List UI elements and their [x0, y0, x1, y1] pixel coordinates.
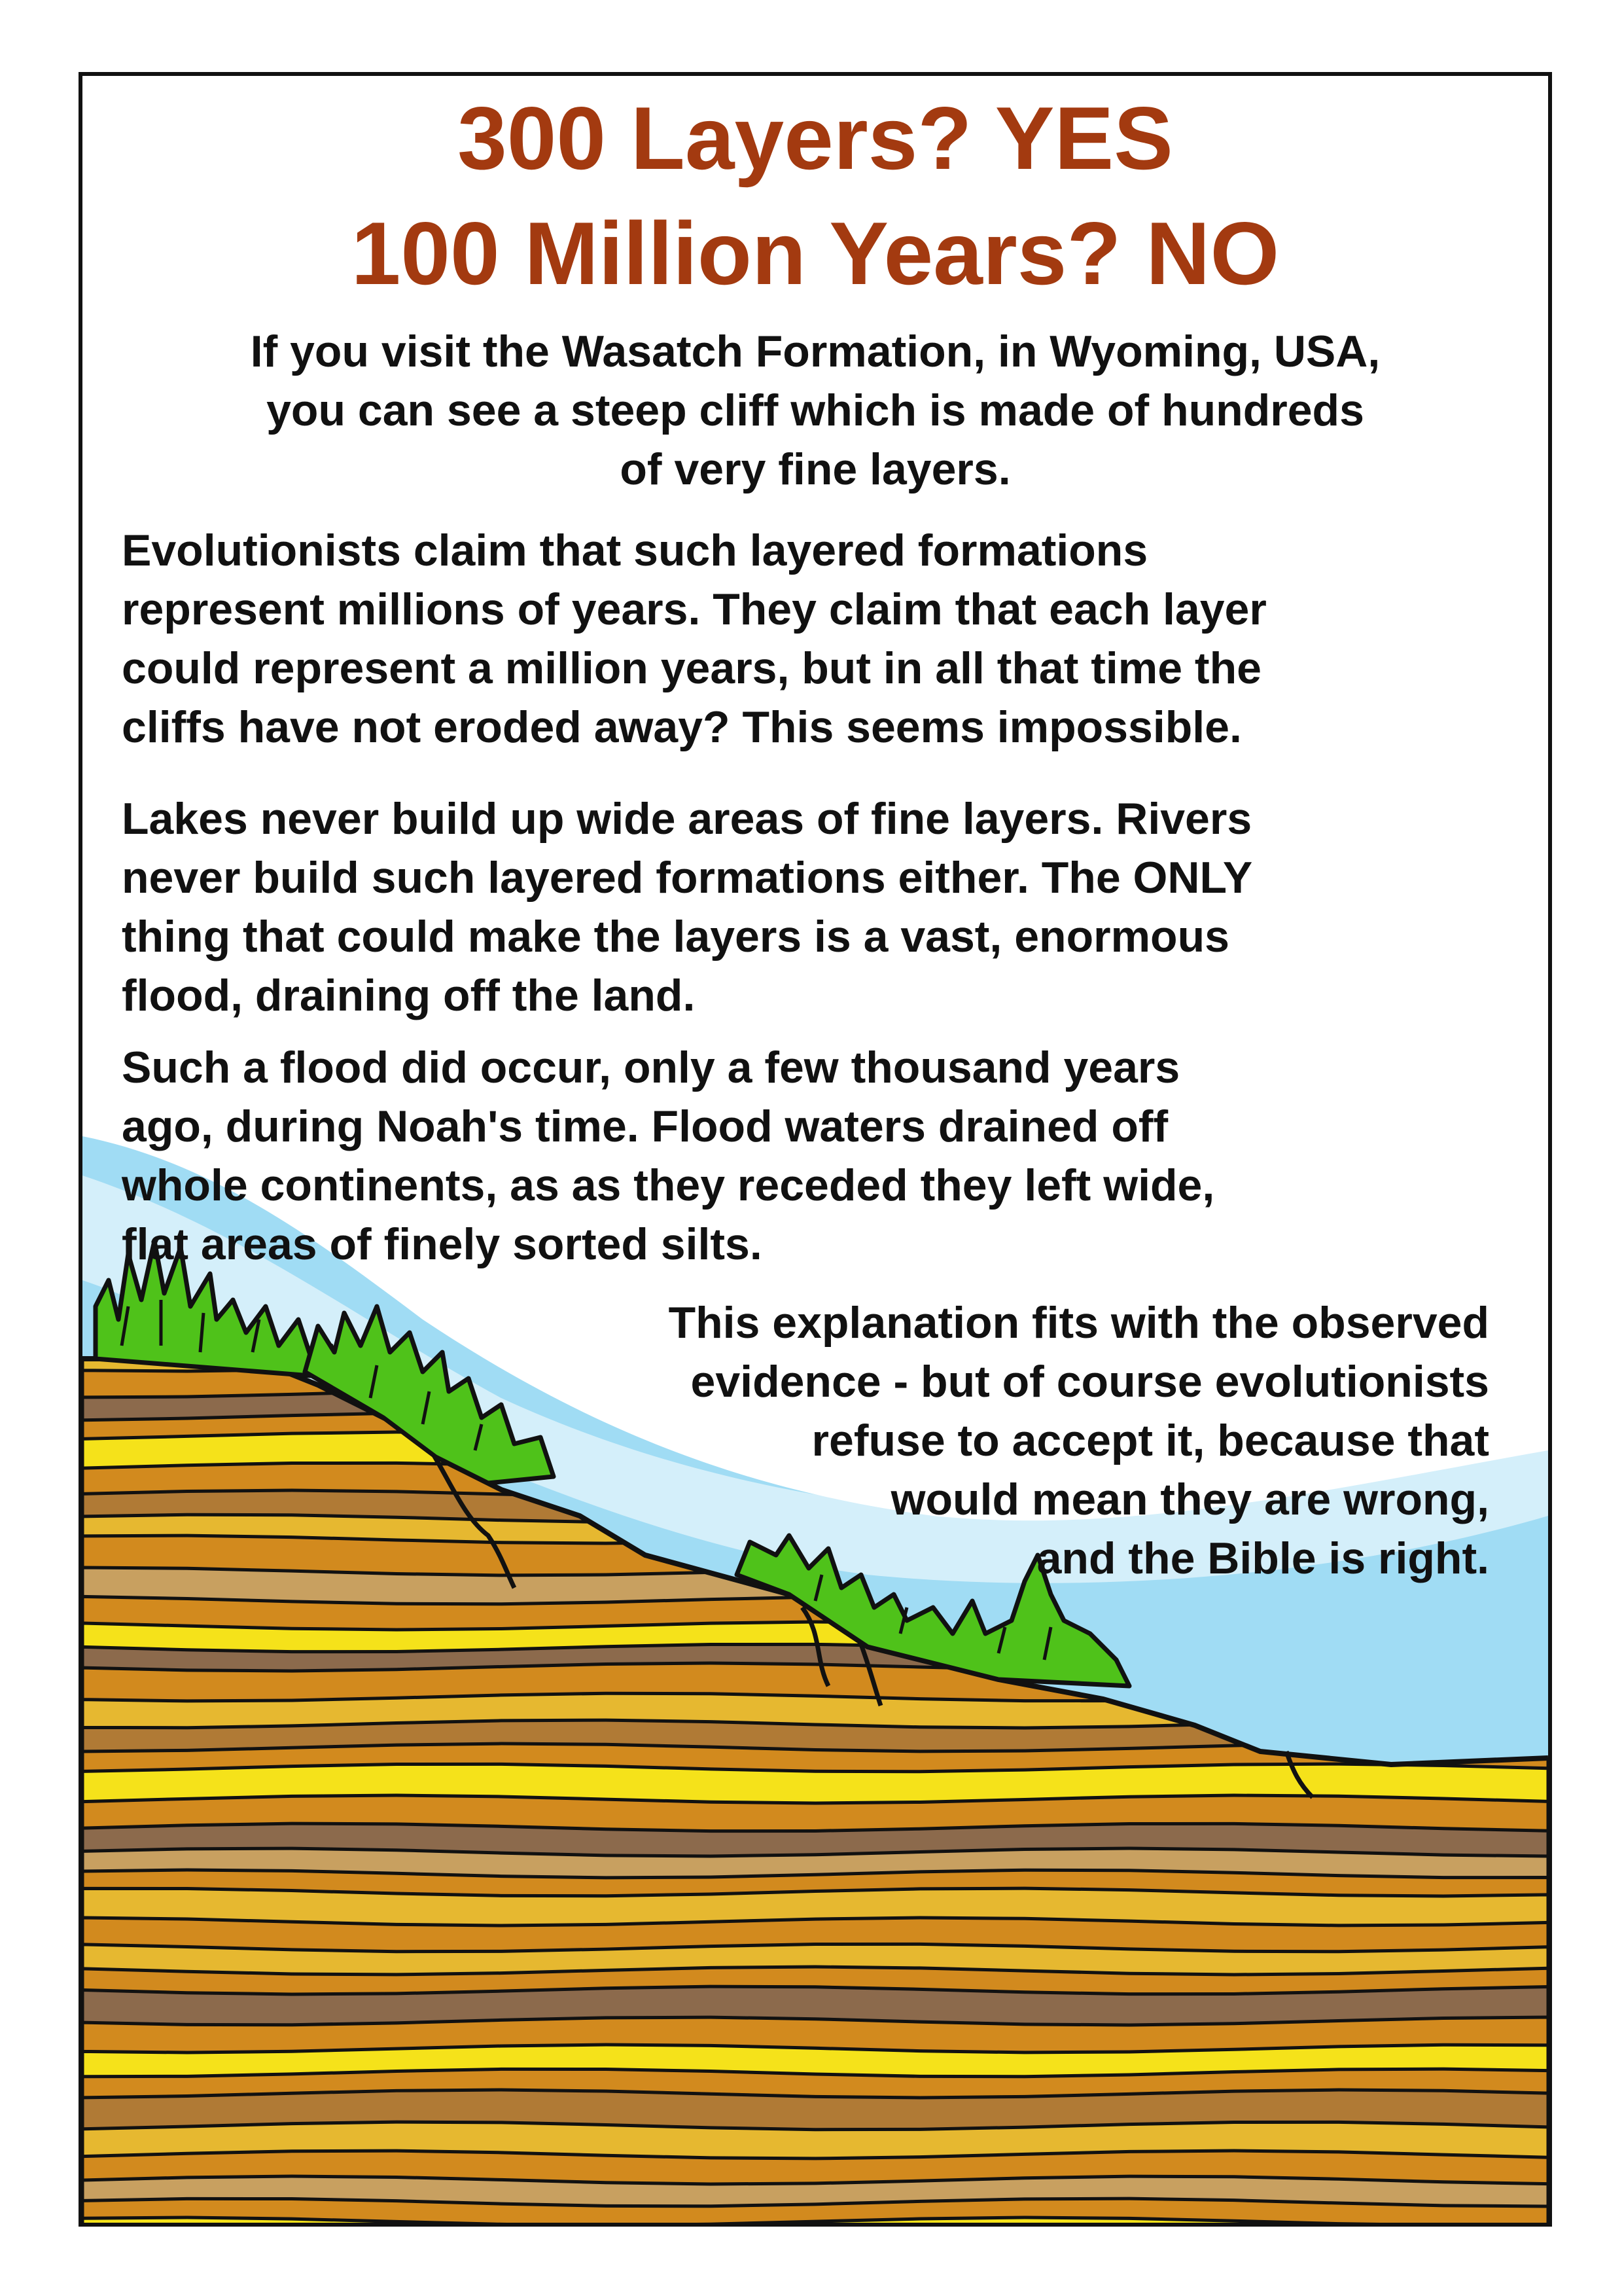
closing-line: This explanation fits with the observed: [668, 1298, 1489, 1348]
title-line-2: 100 Million Years? NO: [351, 204, 1280, 303]
paragraph-line: flat areas of finely sorted silts.: [122, 1219, 762, 1269]
title-line-1: 300 Layers? YES: [457, 88, 1173, 188]
paragraph-line: whole continents, as as they receded they left wide,: [122, 1160, 1215, 1210]
paragraph-line: represent millions of years. They claim that each layer: [122, 584, 1267, 634]
paragraph-line: could represent a million years, but in all that time the: [122, 643, 1262, 693]
paragraph-line: thing that could make the layers is a vast, enormous: [122, 912, 1229, 961]
closing-line: and the Bible is right.: [1036, 1534, 1489, 1583]
closing-line: refuse to accept it, because that: [811, 1416, 1489, 1465]
paragraph-line: cliffs have not eroded away? This seems impossible.: [122, 702, 1242, 752]
paragraph-line: Such a flood did occur, only a few thousand years: [122, 1043, 1180, 1092]
intro-line: of very fine layers.: [620, 444, 1011, 494]
closing-line: would mean they are wrong,: [891, 1475, 1489, 1524]
paragraph-line: Evolutionists claim that such layered formations: [122, 526, 1148, 575]
paragraph-line: never build such layered formations either. The ONLY: [122, 853, 1253, 903]
paragraph-line: flood, draining off the land.: [122, 971, 696, 1020]
poster-frame: [79, 72, 1552, 2227]
paragraph-lakes: [122, 789, 1535, 1025]
paragraph-flood: [122, 1038, 1535, 1274]
paragraph-line: ago, during Noah's time. Flood waters drained off: [122, 1102, 1169, 1151]
intro-line: If you visit the Wasatch Formation, in Wyoming, USA,: [250, 327, 1381, 376]
intro-line: you can see a steep cliff which is made of hundreds: [266, 386, 1364, 435]
intro-paragraph: [109, 322, 1522, 499]
closing-line: evidence - but of course evolutionists: [690, 1357, 1489, 1407]
paragraph-evolutionists: [122, 521, 1535, 757]
closing-paragraph: [455, 1293, 1489, 1588]
paragraph-line: Lakes never build up wide areas of fine layers. Rivers: [122, 794, 1252, 844]
